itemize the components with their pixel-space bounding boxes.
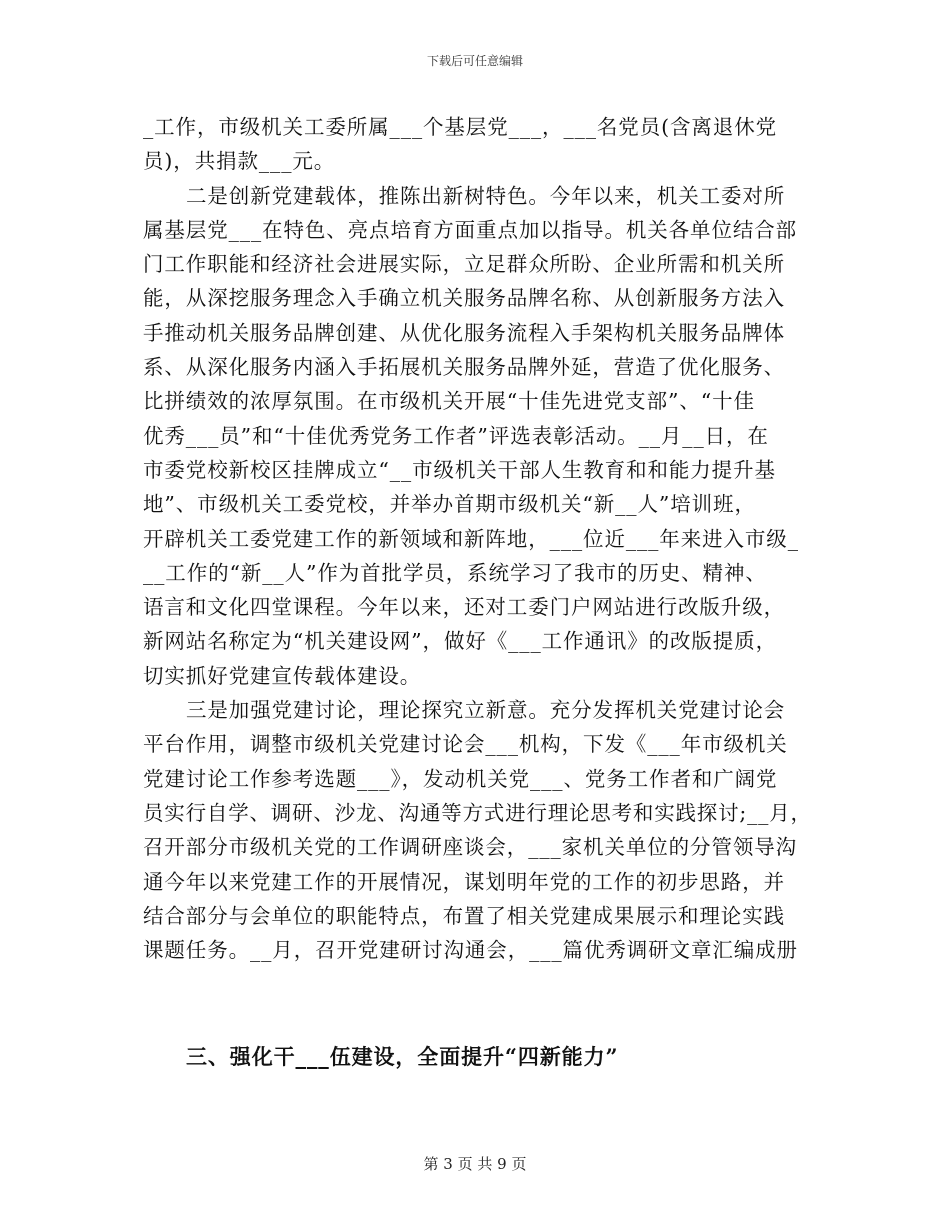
page-number-footer: 第 3 页 共 9 页 bbox=[423, 1155, 527, 1173]
text-line: 语言和文化四堂课程。今年以来，还对工委门户网站进行改版升级， bbox=[143, 595, 785, 620]
text-line: 手推动机关服务品牌创建、从优化服务流程入手架构机关服务品牌体 bbox=[143, 320, 785, 345]
text-line: 平台作用，调整市级机关党建讨论会___机构，下发《___年市级机关 bbox=[143, 732, 788, 757]
page-header: 下载后可任意编辑 bbox=[426, 54, 523, 68]
text-line: 优秀___员”和“十佳优秀党务工作者”评选表彰活动。__月__日，在 bbox=[143, 423, 769, 448]
document-body bbox=[143, 110, 813, 967]
text-line: 课题任务。__月，召开党建研讨沟通会，___篇优秀调研文章汇编成册 bbox=[143, 938, 798, 963]
text-line: 召开部分市级机关党的工作调研座谈会，___家机关单位的分管领导沟 bbox=[143, 835, 798, 860]
text-line: 比拼绩效的浓厚氛围。在市级机关开展“十佳先进党支部”、“十佳 bbox=[143, 389, 755, 414]
text-line: 党建讨论工作参考选题___》，发动机关党___、党务工作者和广阔党 bbox=[143, 766, 778, 791]
text-line: 通今年以来党建工作的开展情况，谋划明年党的工作的初步思路，并 bbox=[143, 869, 785, 894]
text-line: 市委党校新校区挂牌成立“__市级机关干部人生教育和和能力提升基 bbox=[143, 457, 776, 482]
paragraph-start-line: 二是创新党建载体，推陈出新树特色。今年以来，机关工委对所 bbox=[186, 183, 786, 208]
text-line: 能，从深挖服务理念入手确立机关服务品牌名称、从创新服务方法入 bbox=[143, 286, 785, 311]
text-line: _工作，市级机关工委所属___个基层党___，___名党员(含离退休党 bbox=[143, 115, 777, 139]
text-line: __工作的“新__人”作为首批学员，系统学习了我市的历史、精神、 bbox=[143, 560, 767, 585]
paragraph-start-line: 三是加强党建讨论，理论探究立新意。充分发挥机关党建讨论会 bbox=[186, 698, 786, 723]
text-line: 系、从深化服务内涵入手拓展机关服务品牌外延，营造了优化服务、 bbox=[143, 355, 785, 380]
text-line: 新网站名称定为“机关建设网”，做好《___工作通讯》的改版提质， bbox=[143, 629, 778, 654]
text-line: 员)，共捐款___元。 bbox=[143, 149, 336, 174]
text-line: 开辟机关工委党建工作的新领域和新阵地，___位近___年来进入市级_ bbox=[143, 526, 799, 551]
section-heading: 三、强化干___伍建设，全面提升“四新能力” bbox=[186, 1044, 619, 1069]
text-line: 切实抓好党建宣传载体建设。 bbox=[143, 663, 422, 688]
text-line: 结合部分与会单位的职能特点，布置了相关党建成果展示和理论实践 bbox=[143, 903, 785, 928]
text-line: 地”、市级机关工委党校，并举办首期市级机关“新__人”培训班， bbox=[143, 492, 756, 517]
text-line: 门工作职能和经济社会进展实际，立足群众所盼、企业所需和机关所 bbox=[143, 252, 785, 277]
text-line: 员实行自学、调研、沙龙、沟通等方式进行理论思考和实践探讨;__月， bbox=[143, 800, 812, 825]
text-line: 属基层党___在特色、亮点培育方面重点加以指导。机关各单位结合部 bbox=[143, 217, 798, 242]
